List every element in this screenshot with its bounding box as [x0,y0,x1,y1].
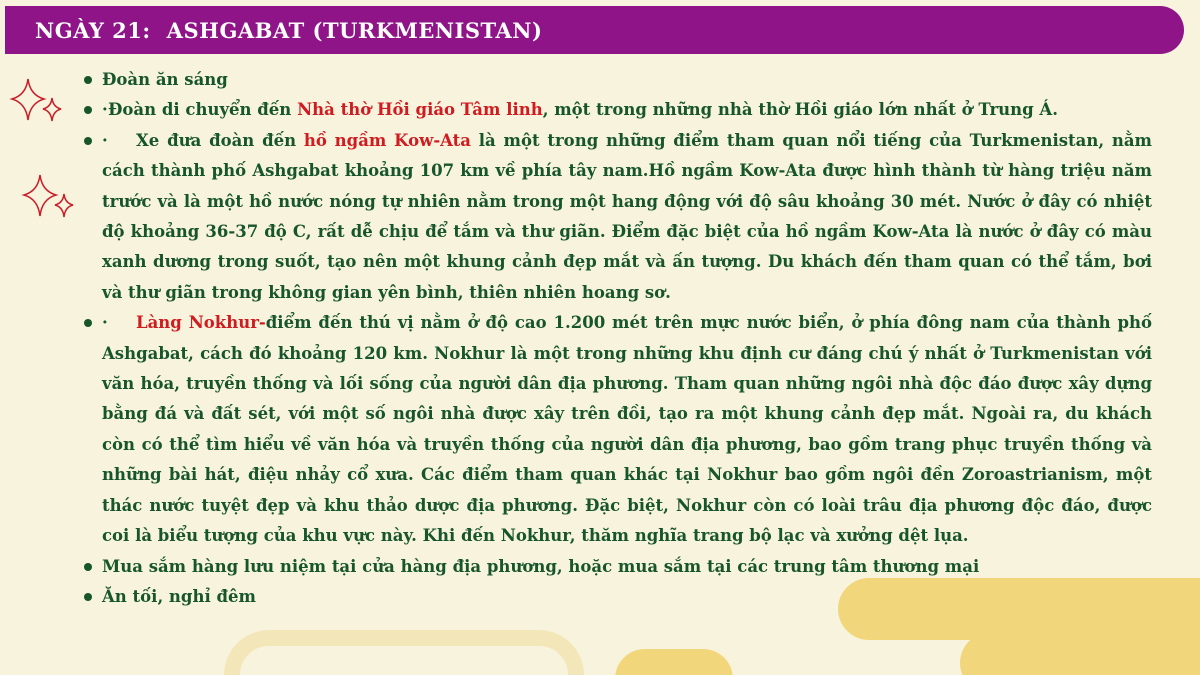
day-header-banner [5,6,1184,54]
activity-text: , một trong những nhà thờ Hồi giáo lớn nhất ở Trung Á. [542,100,1058,120]
itinerary-content [80,65,1152,612]
activity-item-breakfast [80,65,1152,95]
activity-item-mosque [80,95,1152,125]
activity-text: là một trong những điểm tham quan nổi tiếng của Turkmenistan, nằm cách thành phố Ashgabat khoảng 107 km về phía tây nam.Hồ ngầm Kow-Ata được hình thành từ hàng triệu năm trước và là một hồ nước nóng tự nhiên nằm trong một hang động với độ sâu khoảng 30 mét. Nước ở đây có nhiệt độ khoảng 36-37 độ C, rất dễ chịu để tắm và thư giãn. Điểm đặc biệt của hồ ngầm Kow-Ata là nước ở đây có màu xanh dương trong suốt, tạo nên một khung cảnh đẹp mắt và ấn tượng. Du khách đến tham quan có thể tắm, bơi và thư giãn trong không gian yên bình, thiên nhiên hoang sơ. [102,130,1152,302]
activity-text: điểm đến thú vị nằm ở độ cao 1.200 mét trên mực nước biển, ở phía đông nam của thành phố Ashgabat, cách đó khoảng 120 km. Nokhur là một trong những khu định cư đáng chú ý nhất ở Turkmenistan với văn hóa, truyền thống và lối sống của người dân địa phương. Tham quan những ngôi nhà độc đáo được xây dựng bằng đá và đất sét, với một số ngôi nhà được xây trên đồi, tạo ra một khung cảnh đẹp mắt. Ngoài ra, du khách còn có thể tìm hiểu về văn hóa và truyền thống của người dân địa phương, bao gồm trang phục truyền thống và những bài hát, điệu nhảy cổ xưa. Các điểm tham quan khác tại Nokhur bao gồm ngôi đền Zoroastrianism, một thác nước tuyệt đẹp và khu thảo dược địa phương. Đặc biệt, Nokhur còn có loài trâu địa phương độc đáo, được coi là biểu tượng của khu vực này. Khi đến Nokhur, thăm nghĩa trang bộ lạc và xưởng dệt lụa. [102,313,1153,546]
sparkle-star-large [24,175,56,216]
activity-item-kow-ata-lake [80,126,1152,308]
decorative-ring-shape [224,630,584,675]
activity-item-nokhur-village [80,308,1152,551]
activity-text: Xe đưa đoàn đến [136,130,304,150]
sub-bullet: · [102,130,108,150]
sub-bullet: · [102,100,108,120]
sparkle-star-icon [20,172,78,224]
highlighted-place: Nhà thờ Hồi giáo Tâm linh [297,100,543,120]
sparkle-star-icon [8,76,66,128]
city-title: ASHGABAT (TURKMENISTAN) [166,17,543,43]
activity-text: Ăn tối, nghỉ đêm [102,586,256,606]
activity-text: Đoàn di chuyển đến [108,100,298,120]
activity-list [80,65,1152,612]
day-label: NGÀY 21: [35,17,151,43]
sub-bullet: · [102,313,108,333]
sparkle-star-small [55,194,73,217]
decorative-cloud-shape [960,632,1200,675]
sparkle-star-small [43,98,61,121]
decorative-cloud-shape [838,578,1200,640]
highlighted-place: hồ ngầm Kow-Ata [303,130,471,150]
activity-text: Mua sắm hàng lưu niệm tại cửa hàng địa phương, hoặc mua sắm tại các trung tâm thương mại [102,556,980,576]
highlighted-place: Làng Nokhur- [136,313,266,333]
activity-text: Đoàn ăn sáng [102,70,228,89]
decorative-cloud-shape [615,649,733,675]
sparkle-star-large [12,79,44,120]
